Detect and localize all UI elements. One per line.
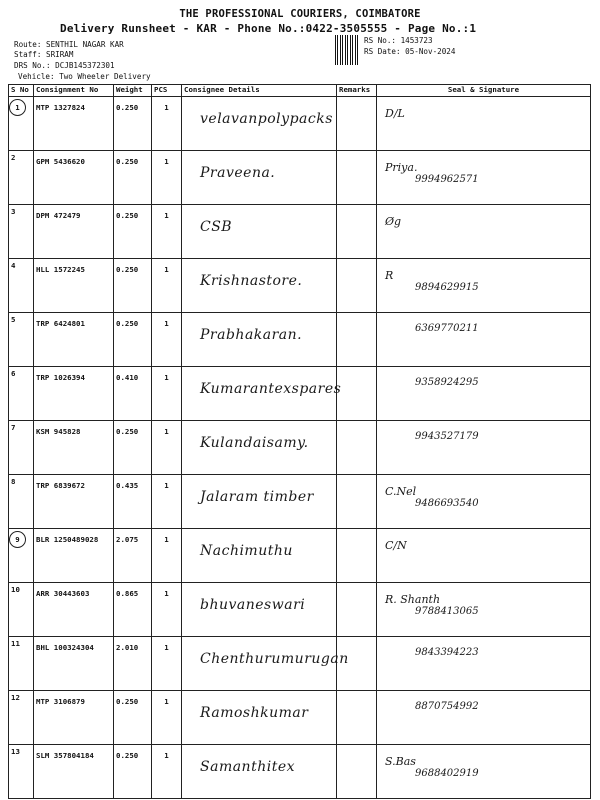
row-sno: 7 xyxy=(9,421,34,475)
col-sno: S No xyxy=(9,85,34,97)
col-signature: Seal & Signature xyxy=(377,85,591,97)
row-sno: 10 xyxy=(9,583,34,637)
row-weight: 0.865 xyxy=(114,583,152,637)
row-consignment-no: MTP 1327824 xyxy=(34,97,114,151)
row-consignee: Praveena. xyxy=(182,151,337,205)
row-signature: 9358924295 xyxy=(377,367,591,421)
col-weight: Weight xyxy=(114,85,152,97)
row-pcs: 1 xyxy=(152,313,182,367)
row-signature: C.Nel 9486693540 xyxy=(377,475,591,529)
row-signature: S.Bas 9688402919 xyxy=(377,745,591,799)
row-consignee: Chenthurumurugan xyxy=(182,637,337,691)
row-weight: 0.250 xyxy=(114,421,152,475)
row-pcs: 1 xyxy=(152,259,182,313)
row-remarks xyxy=(337,583,377,637)
table-row xyxy=(9,421,591,475)
rs-date: RS Date: 05-Nov-2024 xyxy=(364,47,456,56)
row-sno: 3 xyxy=(9,205,34,259)
row-weight: 0.250 xyxy=(114,97,152,151)
row-remarks xyxy=(337,313,377,367)
row-consignment-no: BHL 100324304 xyxy=(34,637,114,691)
row-consignment-no: MTP 3106879 xyxy=(34,691,114,745)
table-header-row xyxy=(9,85,591,97)
row-signature: 9843394223 xyxy=(377,637,591,691)
row-consignment-no: HLL 1572245 xyxy=(34,259,114,313)
col-pcs: PCS xyxy=(152,85,182,97)
row-consignment-no: DPM 472479 xyxy=(34,205,114,259)
row-remarks xyxy=(337,421,377,475)
row-remarks xyxy=(337,745,377,799)
row-pcs: 1 xyxy=(152,475,182,529)
table-row xyxy=(9,637,591,691)
row-signature: R 9894629915 xyxy=(377,259,591,313)
row-sno: 6 xyxy=(9,367,34,421)
row-signature: Øg xyxy=(377,205,591,259)
row-weight: 0.250 xyxy=(114,691,152,745)
row-sno: 1 xyxy=(9,97,34,151)
row-weight: 0.250 xyxy=(114,313,152,367)
row-consignment-no: TRP 6424801 xyxy=(34,313,114,367)
row-pcs: 1 xyxy=(152,583,182,637)
row-pcs: 1 xyxy=(152,691,182,745)
table-row xyxy=(9,97,591,151)
row-consignment-no: SLM 357804184 xyxy=(34,745,114,799)
row-pcs: 1 xyxy=(152,97,182,151)
runsheet-title: Delivery Runsheet - KAR - Phone No.:0422-3505555 - Page No.:1 xyxy=(60,22,477,35)
table-row xyxy=(9,583,591,637)
table-row xyxy=(9,691,591,745)
row-consignment-no: GPM 5436620 xyxy=(34,151,114,205)
route-label: Route: SENTHIL NAGAR KAR xyxy=(14,40,124,49)
row-signature: D/L xyxy=(377,97,591,151)
table-row xyxy=(9,151,591,205)
row-sno: 11 xyxy=(9,637,34,691)
row-pcs: 1 xyxy=(152,637,182,691)
company-title: THE PROFESSIONAL COURIERS, COIMBATORE xyxy=(179,8,421,20)
row-consignee: Jalaram timber xyxy=(182,475,337,529)
table-row xyxy=(9,313,591,367)
row-consignee: Nachimuthu xyxy=(182,529,337,583)
row-remarks xyxy=(337,691,377,745)
row-consignee: velavanpolypacks xyxy=(182,97,337,151)
row-remarks xyxy=(337,475,377,529)
row-pcs: 1 xyxy=(152,151,182,205)
row-consignee: Prabhakaran. xyxy=(182,313,337,367)
barcode xyxy=(335,35,360,65)
row-sno: 13 xyxy=(9,745,34,799)
row-signature: R. Shanth 9788413065 xyxy=(377,583,591,637)
table-row xyxy=(9,745,591,799)
row-consignee: Ramoshkumar xyxy=(182,691,337,745)
row-sno: 2 xyxy=(9,151,34,205)
staff-label: Staff: SRIRAM xyxy=(14,50,74,59)
row-sno: 9 xyxy=(9,529,34,583)
row-pcs: 1 xyxy=(152,529,182,583)
table-row xyxy=(9,529,591,583)
row-signature: Priya. 9994962571 xyxy=(377,151,591,205)
row-sno: 5 xyxy=(9,313,34,367)
row-remarks xyxy=(337,259,377,313)
row-signature: 9943527179 xyxy=(377,421,591,475)
row-weight: 2.010 xyxy=(114,637,152,691)
row-weight: 0.410 xyxy=(114,367,152,421)
row-consignment-no: TRP 6839672 xyxy=(34,475,114,529)
row-pcs: 1 xyxy=(152,367,182,421)
row-consignment-no: BLR 1250489028 xyxy=(34,529,114,583)
row-consignee: Kumarantexspares xyxy=(182,367,337,421)
row-weight: 0.250 xyxy=(114,151,152,205)
row-consignee: bhuvaneswari xyxy=(182,583,337,637)
row-consignment-no: ARR 30443603 xyxy=(34,583,114,637)
row-consignee: CSB xyxy=(182,205,337,259)
row-weight: 0.250 xyxy=(114,259,152,313)
row-remarks xyxy=(337,151,377,205)
row-remarks xyxy=(337,367,377,421)
row-weight: 2.075 xyxy=(114,529,152,583)
row-sno: 4 xyxy=(9,259,34,313)
row-consignment-no: KSM 945828 xyxy=(34,421,114,475)
row-signature: C/N xyxy=(377,529,591,583)
row-weight: 0.250 xyxy=(114,205,152,259)
row-pcs: 1 xyxy=(152,745,182,799)
row-sno: 8 xyxy=(9,475,34,529)
row-weight: 0.435 xyxy=(114,475,152,529)
row-signature: 6369770211 xyxy=(377,313,591,367)
row-consignee: Krishnastore. xyxy=(182,259,337,313)
row-remarks xyxy=(337,205,377,259)
drs-label: DRS No.: DCJB145372301 xyxy=(14,61,115,70)
vehicle-label: Vehicle: Two Wheeler Delivery xyxy=(18,72,151,81)
row-remarks xyxy=(337,529,377,583)
table-row xyxy=(9,259,591,313)
row-sno: 12 xyxy=(9,691,34,745)
row-remarks xyxy=(337,97,377,151)
col-remarks: Remarks xyxy=(337,85,377,97)
table-row xyxy=(9,205,591,259)
col-consignment: Consignment No xyxy=(34,85,114,97)
rs-number: RS No.: 1453723 xyxy=(364,36,433,45)
table-row xyxy=(9,475,591,529)
row-consignment-no: TRP 1026394 xyxy=(34,367,114,421)
row-consignee: Samanthitex xyxy=(182,745,337,799)
row-pcs: 1 xyxy=(152,205,182,259)
row-consignee: Kulandaisamy. xyxy=(182,421,337,475)
table-row xyxy=(9,367,591,421)
row-weight: 0.250 xyxy=(114,745,152,799)
row-pcs: 1 xyxy=(152,421,182,475)
delivery-table xyxy=(8,84,591,799)
col-consignee: Consignee Details xyxy=(182,85,337,97)
row-signature: 8870754992 xyxy=(377,691,591,745)
